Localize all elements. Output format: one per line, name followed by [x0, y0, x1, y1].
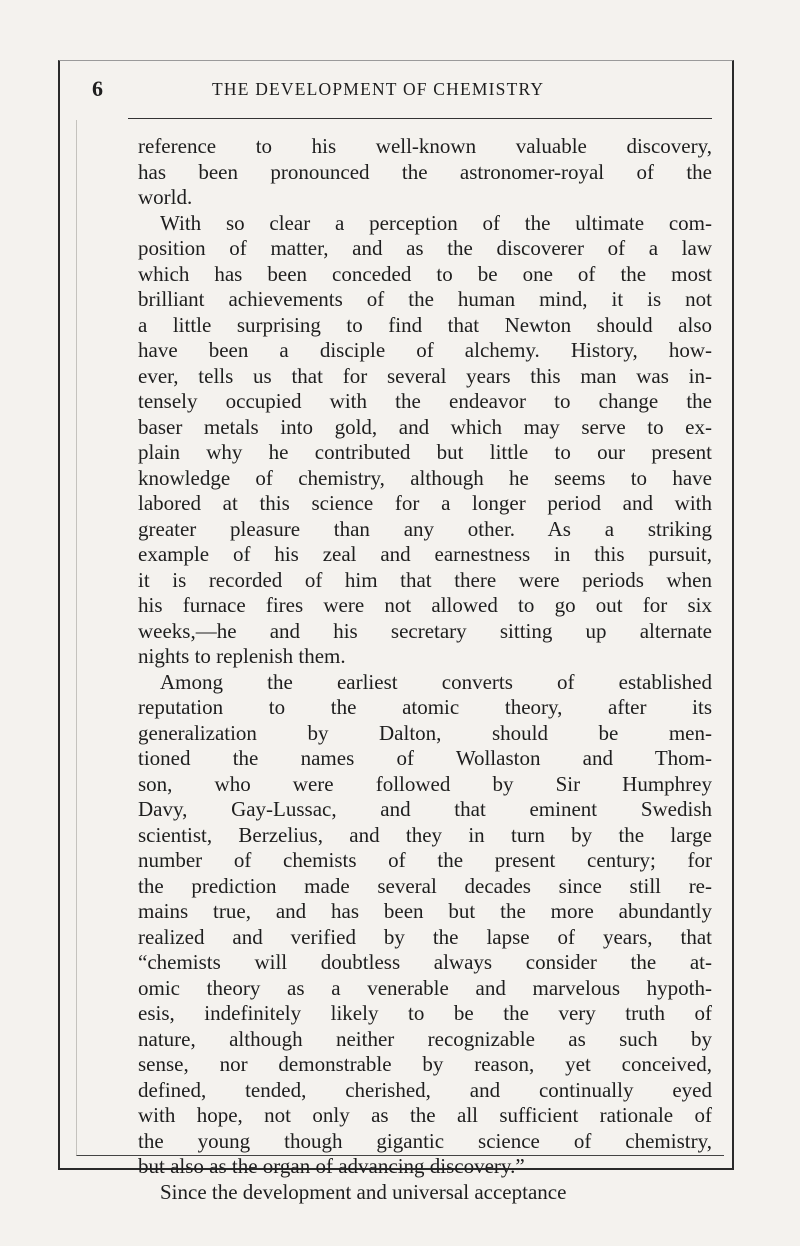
text-line: has been pronounced the astronomer-royal of the — [138, 159, 712, 184]
text-line: the young though gigantic science of chemistry, — [138, 1128, 712, 1153]
text-line: weeks,—he and his secretary sitting up alternate — [138, 618, 712, 643]
text-line: position of matter, and as the discoverer of a law — [138, 236, 712, 260]
text-line: nature, although neither recognizable as such by — [138, 1026, 712, 1051]
text-line: Among the earliest converts of established — [160, 669, 712, 694]
text-line: his furnace fires were not allowed to go out for six — [138, 593, 712, 617]
text-line: tensely occupied with the endeavor to change the — [138, 389, 712, 413]
text-line: with hope, not only as the all sufficient rationale of — [138, 1103, 712, 1127]
text-line: With so clear a perception of the ultimate com- — [160, 210, 712, 235]
text-line: nights to replenish them. — [138, 644, 346, 668]
body-text — [138, 134, 712, 1205]
text-line: baser metals into gold, and which may serve to ex- — [138, 414, 712, 439]
text-line: mains true, and has been but the more abundantly — [138, 899, 712, 923]
text-line: greater pleasure than any other. As a striking — [138, 516, 712, 541]
text-line: realized and verified by the lapse of years, that — [138, 924, 712, 949]
text-line: number of chemists of the present century; for — [138, 848, 712, 872]
text-line: the prediction made several decades since still re- — [138, 873, 712, 898]
text-line: reference to his well-known valuable discovery, — [138, 134, 712, 158]
text-line: reputation to the atomic theory, after its — [138, 695, 712, 719]
text-line: brilliant achievements of the human mind, it is not — [138, 287, 712, 311]
text-line: ever, tells us that for several years this man was in- — [138, 363, 712, 388]
text-line: tioned the names of Wollaston and Thom- — [138, 746, 712, 770]
text-line: “chemists will doubtless always consider the at- — [138, 950, 712, 974]
text-line: labored at this science for a longer period and with — [138, 491, 712, 515]
text-line: which has been conceded to be one of the most — [138, 261, 712, 286]
text-line: a little surprising to find that Newton should also — [138, 312, 712, 337]
text-line: son, who were followed by Sir Humphrey — [138, 771, 712, 796]
text-line: knowledge of chemistry, although he seems to have — [138, 465, 712, 490]
header-rule — [128, 118, 712, 119]
text-line: defined, tended, cherished, and continually eyed — [138, 1077, 712, 1102]
text-line: world. — [138, 185, 193, 209]
text-line: Since the development and universal acceptance — [160, 1179, 567, 1204]
text-line: esis, indefinitely likely to be the very truth of — [138, 1001, 712, 1025]
text-line: have been a disciple of alchemy. History, how- — [138, 338, 712, 362]
text-line: generalization by Dalton, should be men- — [138, 720, 712, 745]
text-line: example of his zeal and earnestness in this pursuit, — [138, 542, 712, 566]
text-line: sense, nor demonstrable by reason, yet conceived, — [138, 1052, 712, 1076]
text-line: but also as the organ of advancing discovery.” — [138, 1154, 525, 1178]
page-number: 6 — [92, 76, 104, 101]
page-header — [92, 76, 712, 106]
text-line: it is recorded of him that there were periods when — [138, 567, 712, 592]
text-line: Davy, Gay-Lussac, and that eminent Swedish — [138, 797, 712, 821]
text-line: scientist, Berzelius, and they in turn by the large — [138, 822, 712, 847]
text-line: omic theory as a venerable and marvelous hypoth- — [138, 975, 712, 1000]
text-line: plain why he contributed but little to our present — [138, 440, 712, 464]
running-head: THE DEVELOPMENT OF CHEMISTRY — [212, 79, 545, 99]
